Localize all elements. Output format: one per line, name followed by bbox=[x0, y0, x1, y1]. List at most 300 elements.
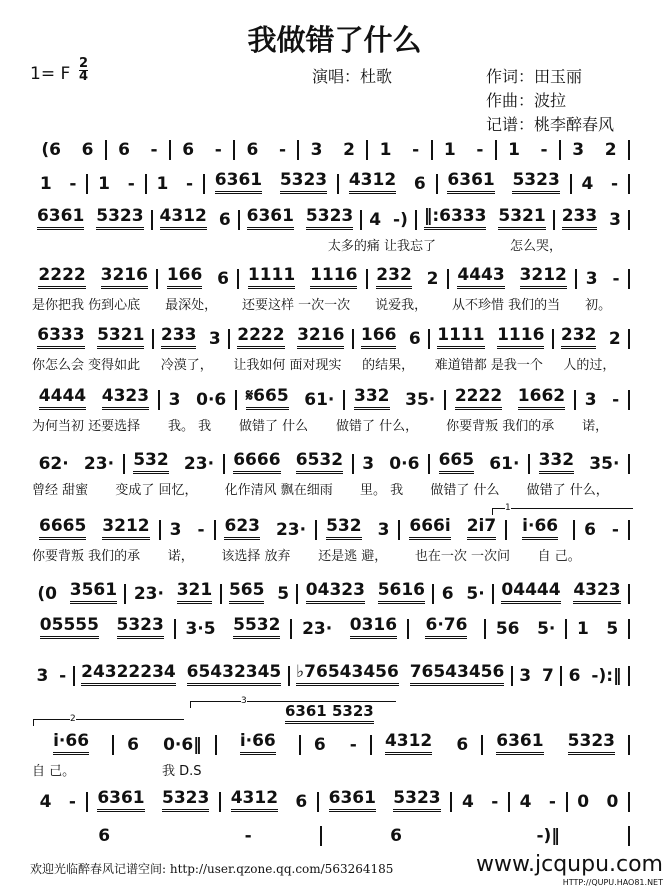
note-group: 3 bbox=[362, 454, 375, 474]
lyric: 冷漠了， bbox=[160, 358, 213, 373]
lyric: 你要背叛 我们的承 bbox=[32, 549, 141, 564]
note-group: 5· bbox=[537, 619, 556, 639]
note-group: 2222 bbox=[455, 386, 502, 410]
note-group: 3212 bbox=[102, 516, 149, 540]
song-title: 我做错了什么 bbox=[247, 23, 422, 57]
note-group: 5323 bbox=[96, 206, 143, 230]
note-group: 3 bbox=[519, 666, 532, 686]
note-group: 233 bbox=[161, 325, 197, 349]
lyric: 说爱我， bbox=[375, 298, 428, 313]
lyrics-line bbox=[30, 760, 630, 779]
note-group: 5· bbox=[466, 584, 485, 604]
note-group: -):‖ bbox=[591, 666, 622, 686]
note-group: 5323 bbox=[162, 788, 209, 812]
note-group: 1 bbox=[156, 174, 169, 194]
lyric bbox=[547, 760, 630, 779]
lyric: 从不珍惜 我们的当 bbox=[452, 298, 561, 313]
music-line bbox=[30, 206, 630, 230]
measure bbox=[507, 516, 573, 540]
lyric: 为何当初 还要选择 bbox=[32, 419, 141, 434]
lyricist: 作词：田玉丽 bbox=[486, 67, 583, 86]
measure bbox=[75, 662, 288, 686]
note-group: 5323 bbox=[306, 206, 353, 230]
note-group: 565 bbox=[229, 580, 265, 604]
note-group: 23· bbox=[302, 619, 333, 639]
measure bbox=[319, 788, 450, 812]
note-group: 0·6‖ bbox=[163, 735, 202, 755]
note-group: 5532 bbox=[233, 615, 280, 639]
measure bbox=[88, 788, 219, 812]
lyrics-line bbox=[30, 545, 630, 564]
note-group: 3 bbox=[208, 329, 221, 349]
note-group: 3 bbox=[377, 520, 390, 540]
note-group: 5 bbox=[277, 584, 290, 604]
measure bbox=[153, 206, 238, 230]
measure bbox=[154, 325, 228, 349]
note-group: - bbox=[186, 174, 194, 194]
note-group: ♭76543456 bbox=[296, 662, 399, 686]
note-group: 6 bbox=[127, 735, 139, 755]
note-group: 232 bbox=[376, 265, 412, 289]
lyric: 我 D.S bbox=[162, 764, 202, 779]
music-line bbox=[30, 136, 630, 160]
measure bbox=[114, 735, 215, 755]
transcriber: 记谱：桃李醉春风 bbox=[486, 115, 615, 134]
measure bbox=[235, 140, 297, 160]
note-group: - bbox=[214, 140, 222, 160]
note-group: - bbox=[59, 666, 67, 686]
measure bbox=[222, 580, 297, 604]
note-group: 4312 bbox=[231, 788, 278, 812]
note-group: 4323 bbox=[573, 580, 620, 604]
note-group: 3561 bbox=[70, 580, 117, 604]
measure bbox=[362, 210, 415, 230]
lyrics-line bbox=[30, 479, 630, 498]
note-group: - bbox=[349, 735, 357, 755]
barline bbox=[628, 454, 630, 474]
note-group: 23· bbox=[183, 454, 215, 474]
note-group: 1111 bbox=[248, 265, 295, 289]
measure bbox=[576, 390, 628, 410]
music-line bbox=[30, 386, 630, 410]
lyric: 变成了 回忆， bbox=[115, 483, 198, 498]
measure bbox=[561, 140, 628, 160]
note-group: 6 bbox=[390, 826, 402, 846]
measure bbox=[147, 174, 203, 194]
lyric: 做错了 什么， bbox=[526, 483, 609, 498]
note-group: 321 bbox=[177, 580, 213, 604]
note-group: - bbox=[611, 174, 619, 194]
note-group: 6 bbox=[441, 584, 454, 604]
note-group: 𝄋665 bbox=[246, 386, 289, 410]
lyric: 自 己。 bbox=[32, 764, 76, 779]
note-group: 5321 bbox=[97, 325, 144, 349]
note-group: - bbox=[244, 826, 252, 846]
measure bbox=[438, 170, 570, 194]
measure bbox=[372, 731, 481, 755]
measure bbox=[301, 735, 370, 755]
measure bbox=[510, 792, 566, 812]
note-group: 6666 bbox=[233, 450, 280, 474]
note-group: 61· bbox=[489, 454, 520, 474]
measure bbox=[577, 269, 628, 289]
note-group: - bbox=[612, 390, 620, 410]
note-group: 3 bbox=[609, 210, 621, 230]
volta-2 bbox=[33, 714, 184, 726]
note-group: 623 bbox=[224, 516, 260, 540]
lyric: 你要背叛 我们的承 bbox=[446, 419, 555, 434]
note-group: 4 bbox=[462, 792, 474, 812]
measure bbox=[322, 826, 628, 846]
note-group: 166 bbox=[167, 265, 203, 289]
volta-3-label: 3 bbox=[241, 696, 247, 706]
note-group: 0·6 bbox=[196, 390, 227, 410]
note-group: 6 bbox=[584, 520, 596, 540]
note-group: 6361 bbox=[447, 170, 494, 194]
note-group: 2 bbox=[426, 269, 439, 289]
note-group: 6 bbox=[81, 140, 94, 160]
note-group: 666i bbox=[409, 516, 450, 540]
measure bbox=[513, 666, 560, 686]
note-group: 4 bbox=[519, 792, 532, 812]
note-group: 4 bbox=[39, 792, 52, 812]
lyric: 自 己。 bbox=[537, 549, 581, 564]
note-group: - bbox=[412, 140, 420, 160]
time-top: 2 bbox=[79, 56, 89, 71]
measure bbox=[240, 206, 361, 230]
note-group: - bbox=[548, 792, 556, 812]
measure bbox=[239, 265, 365, 289]
note-group: 61· bbox=[304, 390, 335, 410]
music-line bbox=[30, 662, 630, 686]
lyric: 做错了 什么 bbox=[239, 419, 309, 434]
note-group: - bbox=[611, 520, 619, 540]
note-group: 2222 bbox=[38, 265, 85, 289]
note-group: 233 bbox=[562, 206, 598, 230]
measure bbox=[30, 666, 73, 686]
footer: 欢迎光临醉春风记谱空间: http://user.qzone.qq.com/563264185 bbox=[30, 862, 394, 876]
measure bbox=[237, 386, 343, 410]
lyric: 是你把我 伤到心底 bbox=[32, 298, 141, 313]
note-group: 6361 bbox=[247, 206, 294, 230]
music-line bbox=[30, 731, 630, 755]
lyric: 该选择 放弃 bbox=[221, 549, 291, 564]
measure bbox=[230, 325, 352, 349]
volta-2-label: 2 bbox=[70, 714, 76, 724]
measure bbox=[30, 731, 112, 755]
note-group: 3 bbox=[310, 140, 323, 160]
lyric bbox=[606, 545, 630, 564]
music-line bbox=[30, 516, 630, 540]
barline bbox=[628, 826, 630, 846]
note-group: 3·5 bbox=[185, 619, 216, 639]
note-group: 6 bbox=[413, 174, 426, 194]
note-group: 532 bbox=[133, 450, 169, 474]
note-group: 6 bbox=[568, 666, 581, 686]
note-group: 3 bbox=[168, 390, 181, 410]
measure bbox=[562, 666, 628, 686]
measure bbox=[298, 580, 432, 604]
lyric: 我。 我 bbox=[168, 419, 212, 434]
note-group: 5616 bbox=[378, 580, 425, 604]
measure bbox=[30, 325, 152, 349]
measure bbox=[317, 516, 398, 540]
note-group: 1116 bbox=[497, 325, 544, 349]
measure bbox=[107, 140, 169, 160]
note-group: - bbox=[278, 140, 287, 160]
note-group: 6 bbox=[218, 210, 231, 230]
lyric: 还要这样 一次一次 bbox=[242, 298, 351, 313]
note-group: (0 bbox=[37, 584, 57, 604]
barline bbox=[628, 584, 630, 604]
note-group: 1116 bbox=[310, 265, 357, 289]
lyric: 诺， bbox=[167, 549, 194, 564]
measure bbox=[30, 386, 158, 410]
note-group: 6 bbox=[98, 826, 111, 846]
music-line bbox=[30, 580, 630, 604]
lyric: 的结果， bbox=[362, 358, 415, 373]
barline bbox=[628, 329, 630, 349]
note-group: - bbox=[197, 520, 205, 540]
music-line bbox=[30, 325, 630, 349]
note-group: 1 bbox=[39, 174, 52, 194]
measure bbox=[292, 615, 407, 639]
lyric: 太多的痛 让我忘了 bbox=[327, 239, 437, 254]
note-group: 6 bbox=[217, 269, 230, 289]
measure bbox=[494, 580, 628, 604]
note-group: 332 bbox=[354, 386, 390, 410]
measure bbox=[497, 140, 559, 160]
measure bbox=[216, 516, 316, 540]
barline bbox=[628, 619, 630, 639]
note-group: 04444 bbox=[501, 580, 560, 604]
lyric: 也在一次 一次问 bbox=[414, 549, 511, 564]
note-group: 2 bbox=[343, 140, 355, 160]
note-group: 4 bbox=[369, 210, 382, 230]
measure bbox=[205, 170, 337, 194]
note-group: - bbox=[491, 792, 499, 812]
measure bbox=[368, 265, 447, 289]
lyric: 最深处， bbox=[165, 298, 218, 313]
measure bbox=[160, 390, 235, 410]
measure bbox=[217, 731, 299, 755]
note-group: 5323 bbox=[512, 170, 559, 194]
measure bbox=[30, 516, 159, 540]
note-group: 0·6 bbox=[389, 454, 420, 474]
note-group: 1 bbox=[508, 140, 520, 160]
note-group: 3 bbox=[169, 520, 182, 540]
note-group: - bbox=[476, 140, 484, 160]
note-group: 1 bbox=[98, 174, 110, 194]
note-group: i·66 bbox=[53, 731, 89, 755]
measure bbox=[30, 615, 174, 639]
note-group: 24322234 bbox=[81, 662, 176, 686]
measure bbox=[430, 325, 552, 349]
measure bbox=[158, 265, 237, 289]
lyric: 怎么哭， bbox=[509, 239, 562, 254]
note-group: - bbox=[68, 792, 76, 812]
measure bbox=[434, 584, 492, 604]
note-group: 04323 bbox=[306, 580, 365, 604]
measure bbox=[409, 615, 484, 639]
note-group: (6 bbox=[41, 140, 61, 160]
measure bbox=[30, 454, 123, 474]
note-group: -) bbox=[393, 210, 408, 230]
measure bbox=[449, 265, 575, 289]
note-group: ‖:6333 bbox=[424, 206, 487, 230]
measure bbox=[400, 516, 505, 540]
barline bbox=[628, 520, 630, 540]
barline bbox=[628, 735, 630, 755]
measure bbox=[433, 140, 495, 160]
note-group: 3216 bbox=[101, 265, 148, 289]
time-bottom: 4 bbox=[79, 69, 89, 84]
measure bbox=[417, 206, 553, 230]
note-group: 1111 bbox=[437, 325, 484, 349]
lyric: 做错了 什么 bbox=[430, 483, 500, 498]
barline bbox=[628, 210, 630, 230]
note-group: - bbox=[540, 140, 548, 160]
lyric: 难道错都 是我一个 bbox=[434, 358, 543, 373]
measure bbox=[299, 140, 366, 160]
barline bbox=[628, 666, 630, 686]
lyric bbox=[30, 235, 100, 254]
measure bbox=[30, 206, 151, 230]
note-group: 56 bbox=[495, 619, 520, 639]
note-group: 3 bbox=[36, 666, 49, 686]
time-signature bbox=[79, 58, 88, 83]
coda-above bbox=[285, 704, 400, 724]
measure bbox=[30, 174, 86, 194]
lyric: 化作清风 飘在细雨 bbox=[224, 483, 333, 498]
measure bbox=[30, 265, 156, 289]
lyric: 人的过， bbox=[563, 358, 616, 373]
note-group: 5323 bbox=[568, 731, 615, 755]
note-group: 4312 bbox=[385, 731, 432, 755]
measure bbox=[339, 170, 436, 194]
lyric: 你怎么会 变得如此 bbox=[32, 358, 141, 373]
lyric bbox=[286, 760, 369, 779]
note-group: 76543456 bbox=[410, 662, 505, 686]
note-group: 6361 bbox=[496, 731, 543, 755]
composer: 作曲：波拉 bbox=[486, 91, 567, 110]
singer: 演唱：杜歌 bbox=[312, 67, 393, 86]
note-group: 6·76 bbox=[425, 615, 467, 639]
note-group: 6361 bbox=[97, 788, 144, 812]
coda-notes: 6361 5323 bbox=[285, 702, 374, 724]
lyric bbox=[252, 235, 322, 254]
lyrics-line bbox=[30, 415, 630, 434]
note-group: i·66 bbox=[240, 731, 276, 755]
note-group: 532 bbox=[326, 516, 362, 540]
lyric: 初。 bbox=[585, 298, 612, 313]
note-group: 1 bbox=[379, 140, 392, 160]
lyric: 曾经 甜蜜 bbox=[32, 483, 89, 498]
lyrics-line bbox=[30, 354, 630, 373]
note-group: 5323 bbox=[117, 615, 164, 639]
note-group: 3 bbox=[585, 269, 598, 289]
note-group: 5 bbox=[606, 619, 619, 639]
volta-1 bbox=[492, 503, 633, 515]
note-group: 3 bbox=[584, 390, 597, 410]
lyric bbox=[104, 235, 174, 254]
measure bbox=[30, 792, 86, 812]
measure bbox=[567, 619, 628, 639]
music-line bbox=[30, 822, 630, 846]
music-line bbox=[30, 450, 630, 474]
note-group: 6 bbox=[118, 140, 130, 160]
note-group: 2 bbox=[608, 329, 621, 349]
measure bbox=[530, 450, 628, 474]
note-group: 665 bbox=[439, 450, 475, 474]
measure bbox=[446, 386, 574, 410]
note-group: 6 bbox=[408, 329, 421, 349]
note-group: 232 bbox=[561, 325, 597, 349]
music-line bbox=[30, 788, 630, 812]
note-group: - bbox=[69, 174, 77, 194]
measure bbox=[161, 520, 214, 540]
measure bbox=[30, 580, 124, 604]
lyric: 诺， bbox=[582, 419, 609, 434]
measure bbox=[125, 450, 223, 474]
barline bbox=[628, 390, 630, 410]
note-group: 7 bbox=[541, 666, 554, 686]
note-group: 65432345 bbox=[187, 662, 282, 686]
barline bbox=[628, 174, 630, 194]
note-group: 62· bbox=[38, 454, 69, 474]
lyric: 让我如何 面对现实 bbox=[233, 358, 342, 373]
note-group: 3 bbox=[572, 140, 585, 160]
measure bbox=[176, 615, 291, 639]
measure bbox=[354, 454, 428, 474]
lyric bbox=[373, 760, 456, 779]
measure bbox=[483, 731, 628, 755]
note-group: 6 bbox=[313, 735, 326, 755]
note-group: 6361 bbox=[37, 206, 84, 230]
music-line bbox=[30, 170, 630, 194]
note-group: - bbox=[150, 140, 158, 160]
note-group: 6361 bbox=[329, 788, 376, 812]
music-line bbox=[30, 615, 630, 639]
measure bbox=[30, 826, 320, 846]
measure bbox=[221, 788, 317, 812]
measure bbox=[354, 325, 428, 349]
measure bbox=[368, 140, 430, 160]
note-group: 6333 bbox=[37, 325, 84, 349]
measure bbox=[225, 450, 352, 474]
note-group: 6 bbox=[182, 140, 195, 160]
note-group: 0316 bbox=[350, 615, 397, 639]
lyrics-line bbox=[30, 294, 630, 313]
measure bbox=[575, 520, 628, 540]
note-group: 6532 bbox=[296, 450, 343, 474]
lyric bbox=[178, 235, 248, 254]
note-group: 4 bbox=[581, 174, 594, 194]
measure bbox=[452, 792, 508, 812]
lyrics-line bbox=[30, 235, 630, 254]
note-group: 1 bbox=[443, 140, 456, 160]
measure bbox=[30, 140, 105, 160]
note-group: 23· bbox=[275, 520, 307, 540]
note-group: 2222 bbox=[237, 325, 284, 349]
note-group: 4312 bbox=[349, 170, 396, 194]
lyric: 里。 我 bbox=[359, 483, 404, 498]
note-group: 35· bbox=[405, 390, 436, 410]
note-group: 2i7 bbox=[467, 516, 496, 540]
measure bbox=[126, 580, 219, 604]
measure bbox=[430, 450, 528, 474]
note-group: 5321 bbox=[498, 206, 545, 230]
